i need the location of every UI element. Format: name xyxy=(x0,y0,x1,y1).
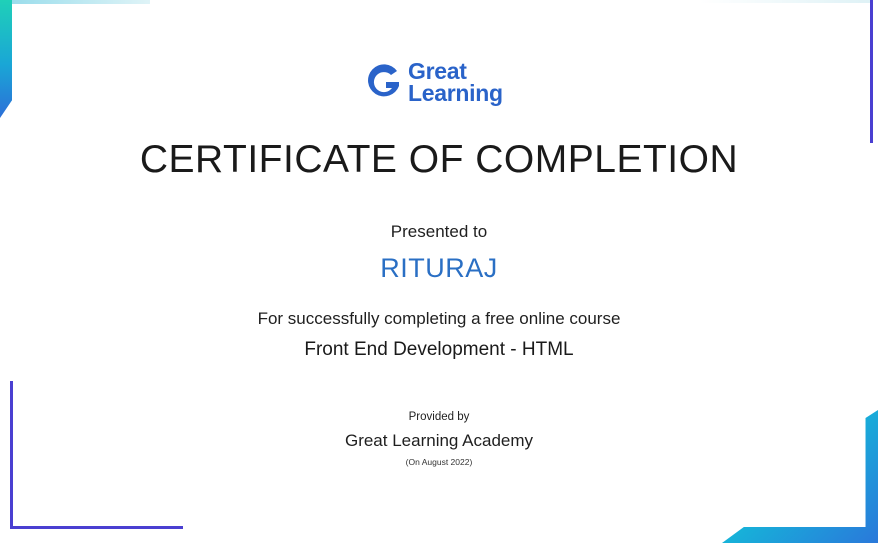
corner-decoration-bottom-left-vertical xyxy=(10,381,13,529)
completion-description: For successfully completing a free online course xyxy=(257,309,621,328)
corner-decoration-top-left-strip xyxy=(0,0,150,4)
corner-decoration-top-right-strip xyxy=(700,0,870,3)
provided-by-label: Provided by xyxy=(408,411,470,423)
provider-name: Great Learning Academy xyxy=(344,431,534,450)
great-learning-g-icon xyxy=(364,62,404,104)
course-name: Front End Development - HTML xyxy=(304,339,574,360)
logo-line-2: Learning xyxy=(408,80,503,106)
great-learning-logo xyxy=(364,60,524,110)
presented-to-label: Presented to xyxy=(390,222,488,241)
corner-decoration-top-left xyxy=(0,0,12,118)
logo-line-1: Great xyxy=(408,58,467,84)
corner-decoration-top-right xyxy=(870,0,873,143)
logo-wordmark xyxy=(408,60,503,104)
corner-decoration-bottom-left-horizontal xyxy=(10,526,183,529)
certificate-title: CERTIFICATE OF COMPLETION xyxy=(139,138,739,181)
recipient-name: RITURAJ xyxy=(380,253,498,283)
completion-date: (On August 2022) xyxy=(405,457,473,467)
